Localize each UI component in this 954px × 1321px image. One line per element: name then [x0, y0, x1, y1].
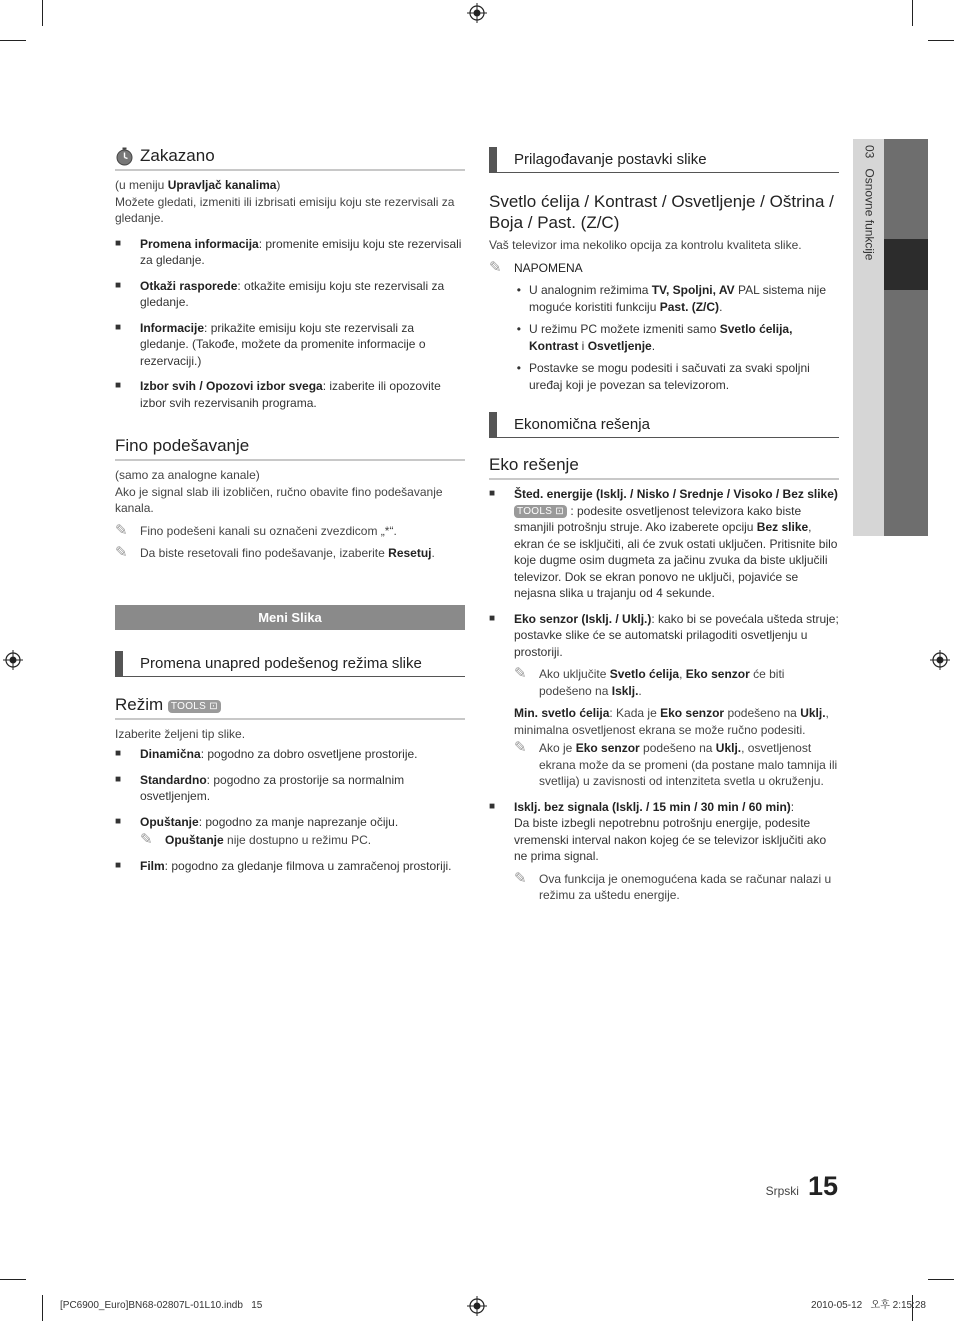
registration-mark-icon — [467, 3, 487, 23]
left-column — [115, 147, 465, 874]
list-item: ■ Dinamična: pogodno za dobro osvetljene prostorije. — [115, 747, 418, 761]
note: ✎ Fino podešeni kanali su označeni zvezdicom „*“. — [115, 521, 397, 539]
chapter-side-tab — [853, 139, 928, 536]
page-number: 15 — [807, 1171, 838, 1201]
crop-mark — [912, 0, 913, 26]
list-item: ■ Izbor svih / Opozovi izbor svega: izaberite ili opozovite izbor svih rezervisanih programa. — [115, 379, 441, 410]
pencil-icon: ✎ — [514, 739, 527, 756]
section-title: Zakazano — [140, 146, 215, 166]
list-item: ■ Eko senzor (Isklj. / Uklj.): kako bi se povećala ušteda struje; postavke slike će se automatski prilagoditi osvetljenju u prostoriji. — [489, 611, 839, 659]
menu-path: (u meniju Upravljač kanalima) — [115, 178, 281, 192]
section-heading — [115, 694, 465, 720]
pencil-icon: ✎ — [489, 258, 502, 276]
paragraph: Izaberite željeni tip slike. — [115, 726, 246, 741]
side-tab-block — [884, 139, 928, 239]
tools-badge: TOOLS ⊡ — [514, 505, 567, 518]
crop-mark — [0, 40, 26, 41]
note: ✎ Opuštanje nije dostupno u režimu PC. — [140, 831, 372, 848]
chapter-label: 03 Osnovne funkcije — [862, 145, 877, 261]
section-title: Eko rešenje — [489, 454, 839, 480]
registration-mark-icon — [467, 1296, 487, 1316]
subsection-heading — [489, 147, 839, 173]
section-title: Svetlo ćelija / Kontrast / Osvetljenje / Oštrina / Boja / Past. (Z/C) — [489, 192, 834, 232]
print-slug-file: [PC6900_Euro]BN68-02807L-01L10.indb 15 — [60, 1300, 263, 1311]
section-title: Režim — [115, 694, 164, 714]
subsection-title: Ekonomična rešenja — [514, 416, 650, 433]
subsection-heading — [489, 412, 839, 438]
subsection-title: Promena unapred podešenog režima slike — [140, 654, 422, 672]
side-tab-block — [884, 290, 928, 536]
list-item: ■ Otkaži rasporede: otkažite emisiju koju ste rezervisali za gledanje. — [115, 278, 445, 309]
registration-mark-icon — [930, 650, 950, 670]
pencil-icon: ✎ — [140, 831, 153, 848]
note: ✎ Ova funkcija je onemogućena kada se računar nalazi u režimu za uštedu energije. — [514, 869, 832, 902]
pencil-icon: ✎ — [514, 665, 527, 682]
right-column — [489, 147, 839, 904]
subsection-heading — [115, 651, 465, 677]
pencil-icon: ✎ — [115, 544, 128, 561]
section-title: Fino podešavanje — [115, 435, 465, 461]
paragraph: Min. svetlo ćelija: Kada je Eko senzor podešeno na Uklj., minimalna osvetljenost ekrana se može ručno podesiti. — [514, 706, 829, 737]
crop-mark — [928, 1279, 954, 1280]
bullet-item: • Postavke se mogu podesiti i sačuvati za svaki spoljni uređaj koji je povezan sa televizorom. — [516, 361, 810, 392]
list-item: ■ Standardno: pogodno za prostorije sa normalnim osvetljenjem. — [115, 772, 405, 803]
list-item: ■ Šted. energije (Isklj. / Nisko / Srednje / Visoko / Bez slike) TOOLS ⊡ : podesite osvetljenost televizora kako biste smanjili potrošnju struje. Ako izaberete opciju Bez slike, ekran će se isključiti, ali će zvuk ostati uključen. Pritisnite bilo koje dugme osim dugmeta za jačinu zvuka da biste uključili televizor. Dok se ekran ponovo ne uključi, pojaviće se nejasna slika u trajanju od 4 sekunde. — [489, 487, 838, 600]
list-item: ■ Promena informacija: promenite emisiju koju ste rezervisali za gledanje. — [115, 236, 462, 267]
pencil-icon: ✎ — [514, 869, 527, 887]
list-item: ■ Informacije: prikažite emisiju koju ste rezervisali za gledanje. (Takođe, možete da promenite informacije o rezervaciji.) — [115, 320, 426, 368]
pencil-icon: ✎ — [115, 521, 128, 539]
crop-mark — [0, 1279, 26, 1280]
section-heading — [115, 147, 465, 171]
crop-mark — [42, 1295, 43, 1321]
paragraph: Ako je signal slab ili izobličen, ručno obavite fino podešavanje kanala. — [115, 484, 443, 515]
print-slug-date: 2010-05-12 오후 2:15:28 — [811, 1300, 926, 1311]
note-heading: ✎ NAPOMENA — [489, 258, 583, 276]
list-item: ■ Film: pogodno za gledanje filmova u zamračenoj prostoriji. — [115, 858, 452, 873]
tools-badge: TOOLS ⊡ — [168, 700, 221, 713]
paragraph: (samo za analogne kanale) — [115, 468, 260, 482]
registration-mark-icon — [3, 650, 23, 670]
section-banner: Meni Slika — [115, 605, 465, 630]
note: ✎ Da biste resetovali fino podešavanje, izaberite Resetuj. — [115, 544, 435, 561]
note: ✎ Ako je Eko senzor podešeno na Uklj., osvetljenost ekrana može da se promeni (da postane malo tamnija ili svetlija) u zavisnosti od intenziteta svetla u okruženju. — [514, 739, 838, 788]
language-label: Srpski — [765, 1184, 799, 1198]
crop-mark — [928, 40, 954, 41]
clock-icon — [115, 147, 134, 166]
bullet-item: • U režimu PC možete izmeniti samo Svetlo ćelija, Kontrast i Osvetljenje. — [516, 322, 793, 353]
heading-bar — [489, 147, 497, 172]
paragraph: Vaš televizor ima nekoliko opcija za kontrolu kvaliteta slike. — [489, 238, 802, 252]
paragraph: Možete gledati, izmeniti ili izbrisati emisiju koju ste rezervisali za gledanje. — [115, 194, 455, 225]
list-item: ■ Opuštanje: pogodno za manje naprezanje očiju. — [115, 814, 399, 829]
list-item: ■ Isklj. bez signala (Isklj. / 15 min / 30 min / 60 min): Da biste izbegli nepotrebnu potrošnju energije, podesite vremenski interval nakon kojeg će se televizor isključiti ako ne prima signal. — [489, 799, 827, 863]
crop-mark — [42, 0, 43, 26]
heading-bar — [115, 651, 123, 676]
heading-bar — [489, 412, 497, 437]
subsection-title: Prilagođavanje postavki slike — [514, 151, 707, 168]
page-footer — [765, 1171, 838, 1201]
side-tab-active-block — [884, 239, 928, 290]
note: ✎ Ako uključite Svetlo ćelija, Eko senzor će biti podešeno na Isklj.. — [514, 665, 785, 698]
bullet-item: • U analognim režimima TV, Spoljni, AV PAL sistema nije moguće koristiti funkciju Past. (Z/C). — [516, 283, 826, 314]
